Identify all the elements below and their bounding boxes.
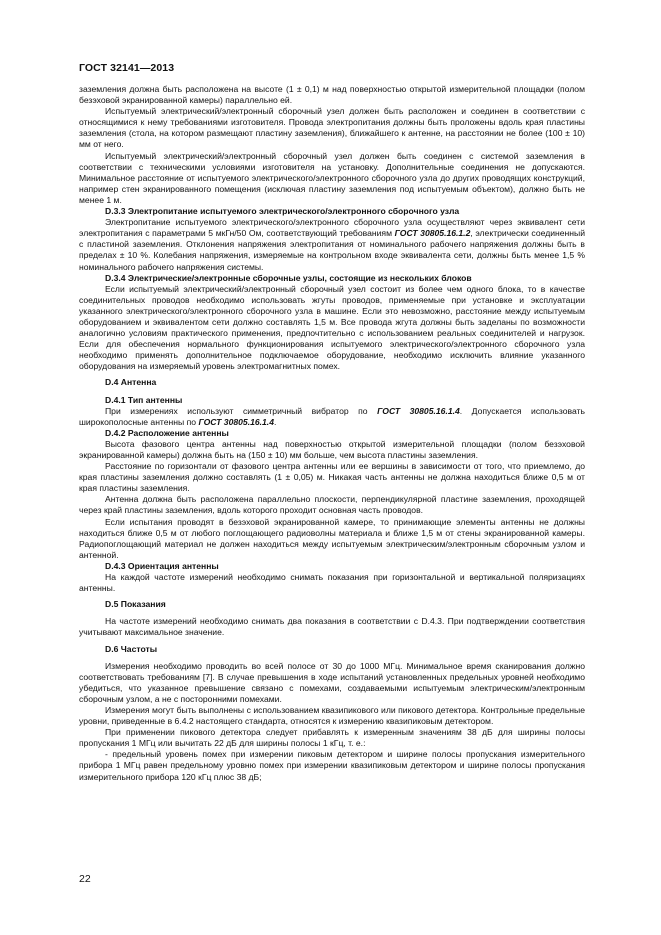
paragraph: Антенна должна быть расположена параллельно плоскости, перпендикулярной пластине заземления, проходящей через край пластины заземления, вдоль которого проходит основная часть проводов. (79, 494, 585, 516)
paragraph: Если испытания проводят в безэховой экранированной камере, то принимающие элементы антенны не должны находиться ближе 0,5 м от любого поглощающего радиоволны материала и ближе 1,5 м от стены экранированной камеры. Радиопоглощающий материал не должен находиться между испытуемым электрическим/электронным сборочным узлом и антенной. (79, 516, 585, 560)
page-number: 22 (79, 873, 91, 885)
section-heading-d34: D.3.4 Электрические/электронные сборочные узлы, состоящие из нескольких блоков (105, 272, 472, 283)
standard-reference: ГОСТ 30805.16.1.2 (394, 228, 471, 239)
document-header: ГОСТ 32141—2013 (79, 62, 175, 74)
page-body (79, 84, 585, 783)
section-heading-d41: D.4.1 Тип антенны (105, 394, 183, 405)
paragraph: Испытуемый электрический/электронный сборочный узел должен быть расположен и соединен в соответствии с относящимися к нему требованиями изготовителя. Провода электропитания должны быть проложены вдоль края пластины заземления (стола, на котором размещают пластину заземления), ближайшего к антенне, на расстоянии не более (100 ± 10) мм от него. (79, 106, 585, 150)
paragraph: При применении пикового детектора следует прибавлять к измеренным значениям 38 дБ для ширины полосы пропускания 1 МГц или вычитать 22 дБ для ширины полосы 1 кГц, т. е.: (79, 727, 585, 749)
paragraph: заземления должна быть расположена на высоте (1 ± 0,1) м над поверхностью открытой измерительной площадки (полом безэховой экранированной камеры) параллельно ей. (79, 84, 585, 106)
section-heading-d42: D.4.2 Расположение антенны (105, 427, 229, 438)
paragraph: Измерения необходимо проводить во всей полосе от 30 до 1000 МГц. Минимальное время сканирования должно соответствовать требованиям [7]. В случае превышения в ходе испытаний установленных предельных уровней необходимо убедиться, что указанное превышение связано с помехами, создаваемыми испытуемым электрическим/электронным сборочным узлом, а не с посторонними помехами. (79, 660, 585, 704)
standard-reference: ГОСТ 30805.16.1.4 (377, 405, 460, 416)
section-heading-d33: D.3.3 Электропитание испытуемого электрического/электронного сборочного узла (105, 206, 460, 217)
paragraph: При измерениях используют симметричный вибратор по ГОСТ 30805.16.1.4. Допускается использовать широкополосные антенны по ГОСТ 30805.16.1.4. (79, 405, 585, 427)
paragraph: Измерения могут быть выполнены с использованием квазипикового или пикового детектора. Контрольные предельные уровни, приведенные в 6.4.2 настоящего стандарта, относятся к измерению квазипиковым детектором. (79, 704, 585, 727)
section-heading-d5: D.5 Показания (105, 599, 166, 610)
paragraph: Электропитание испытуемого электрического/электронного сборочного узла осуществляют через эквивалент сети электропитания с параметрами 5 мкГн/50 Ом, соответствующий требованиям ГОСТ 30805.16.1.2, электрически соединенный с пластиной заземления. Отклонения напряжения электропитания от номинального рабочего напряжения должны быть в пределах ± 10 %. Колебания напряжения, измеряемые на контрольном входе эквивалента сети, должны быть менее 1,5 % номинального рабочего напряжения системы. (79, 217, 585, 272)
paragraph: Испытуемый электрический/электронный сборочный узел должен быть соединен с системой заземления в соответствии с техническими условиями изготовителя на установку. Дополнительные соединения не допускаются. Минимальное расстояние от испытуемого электрического/электронного сборочного узла до других проводящих конструкций, например стен экранированного помещения (исключая пластину заземления под испытуемым объектом), должно быть не менее 1 м. (79, 150, 585, 205)
paragraph: На частоте измерений необходимо снимать два показания в соответствии с D.4.3. При подтверждении соответствия учитывают максимальное значение. (79, 616, 585, 638)
list-item: - предельный уровень помех при измерении пиковым детектором и ширине полосы пропускания измерительного прибора 1 МГц равен предельному уровню помех при измерении квазипиковым детектором и ширине полосы пропускания измерительного прибора 120 кГц плюс 38 дБ; (79, 749, 585, 782)
section-heading-d4: D.4 Антенна (105, 377, 157, 388)
paragraph: На каждой частоте измерений необходимо снимать показания при горизонтальной и вертикальной поляризациях антенны. (79, 572, 585, 594)
standard-reference: ГОСТ 30805.16.1.4 (198, 416, 274, 427)
section-heading-d6: D.6 Частоты (105, 643, 158, 654)
paragraph: Если испытуемый электрический/электронный сборочный узел состоит из более чем одного блока, то в качестве соединительных проводов необходимо использовать жгуты проводов, применяемые при установке и эксплуатации указанного электрического/электронного сборочного узла в машине. Если это невозможно, расстояние между испытуемым оборудованием и эквивалентом сети должно составлять 1,5 м. Все провода жгута должны быть заделаны по возможности аналогично условиям практического применения, предпочтительно с использованием реальных соединителей и нагрузок. Если для обеспечения нормального функционирования испытуемого электрического/электронного сборочного узла необходимо применять дополнительное подключаемое оборудование, необходимо исключить влияние указанного оборудования на измеряемый уровень электромагнитных помех. (79, 283, 585, 372)
section-heading-d43: D.4.3 Ориентация антенны (105, 560, 219, 571)
paragraph: Высота фазового центра антенны над поверхностью открытой измерительной площадки (полом безэховой экранированной камеры) должна быть на (150 ± 10) мм больше, чем высота пластины заземления. (79, 438, 585, 460)
paragraph: Расстояние по горизонтали от фазового центра антенны или ее вершины в зависимости от того, что приемлемо, до края пластины заземления должно составлять (1 ± 0,05) м. Никакая часть антенны не должна находиться ближе 0,5 м от края пластины заземления. (79, 461, 585, 494)
